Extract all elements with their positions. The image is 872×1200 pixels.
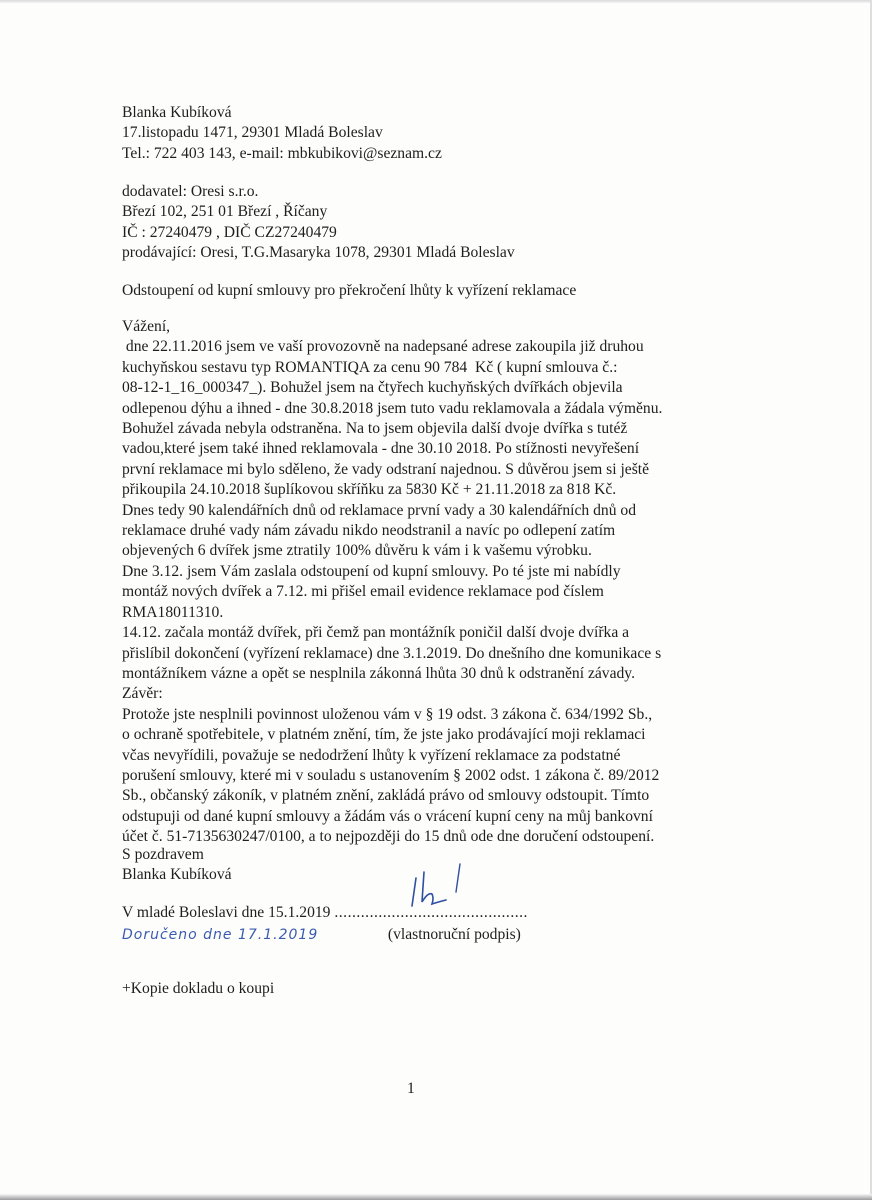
- body-line: 08-12-1_16_000347_). Bohužel jsem na čtyřech kuchyňských dvířkách objevila: [122, 379, 623, 397]
- body-line: o ochraně spotřebitele, v platném znění, tím, že jste jako prodávající moji reklamaci: [122, 726, 646, 744]
- body-line: porušení smlouvy, které mi v souladu s ustanovením § 2002 odst. 1 zákona č. 89/2012: [122, 766, 660, 784]
- body-line: první reklamace mi bylo sděleno, že vady odstraní najednou. S důvěrou jsem si ještě: [122, 460, 650, 478]
- body-line: RMA18011310.: [122, 603, 224, 621]
- supplier-line: prodávající: Oresi, T.G.Masaryka 1078, 29301 Mladá Boleslav: [122, 244, 515, 262]
- body-line: Dne 3.12. jsem Vám zaslala odstoupení od kupní smlouvy. Po té jste mi nabídly: [122, 562, 621, 580]
- body-line: montážníkem vázne a opět se nesplnila zákonná lhůta 30 dnů k odstranění závady.: [122, 664, 635, 682]
- body-line: montáž nových dvířek a 7.12. mi přišel email evidence reklamace pod číslem: [122, 583, 604, 601]
- date-text: V mladé Boleslavi dne 15.1.2019: [122, 904, 331, 921]
- letter-body: [122, 317, 822, 848]
- body-line: Závěr:: [122, 685, 163, 703]
- supplier-line: dodavatel: Oresi s.r.o.: [122, 183, 259, 200]
- handwritten-delivery-note: Doručeno dne 17.1.2019: [122, 927, 319, 943]
- body-line: přikoupila 24.10.2018 šuplíkovou skříňku za 5830 Kč + 21.11.2018 za 818 Kč.: [122, 481, 617, 499]
- body-line: Sb., občanský zákoník, v platném znění, zakládá právo od smlouvy odstoupit. Tímto: [122, 787, 650, 805]
- closing-greeting: S pozdravem: [122, 846, 204, 863]
- body-line: odstupuji od dané kupní smlouvy a žádám vás o vrácení kupní ceny na můj bankovní: [122, 807, 653, 825]
- supplier-block: [122, 182, 822, 264]
- attachment-text: +Kopie dokladu o koupi: [122, 980, 275, 997]
- signature-caption: (vlastnoruční podpis): [387, 926, 521, 943]
- sender-block: [122, 103, 822, 164]
- sender-address: 17.listopadu 1471, 29301 Mladá Boleslav: [122, 124, 383, 142]
- body-line: dne 22.11.2016 jsem ve vaší provozovně na nadepsané adrese zakoupila již druhou: [122, 338, 644, 356]
- sender-name: Blanka Kubíková: [122, 104, 232, 121]
- body-line: přislíbil dokončení (vyřízení reklamace) dne 3.1.2019. Do dnešního dne komunikace s: [122, 644, 662, 662]
- body-line: odlepenou dýhu a ihned - dne 30.8.2018 jsem tuto vadu reklamovala a žádala výměnu.: [122, 399, 663, 417]
- body-line: Bohužel závada nebyla odstraněna. Na to jsem objevila další dvoje dvířka s tutéž: [122, 420, 628, 438]
- body-line: 14.12. začala montáž dvířek, při čemž pan montážník poničil další dvoje dvířka a: [122, 624, 630, 642]
- body-line: reklamace druhé vady nám závadu nikdo neodstranil a navíc po odlepení zatím: [122, 522, 616, 540]
- body-line: včas nevyřídili, považuje se nedodržení lhůty k vyřízení reklamace za podstatné: [122, 746, 621, 764]
- body-line: Protože jste nesplnili povinnost uloženou vám v § 19 odst. 3 zákona č. 634/1992 Sb.,: [122, 705, 653, 723]
- body-line: vadou,které jsem také ihned reklamovala - dne 30.10 2018. Po stížnosti nevyřešení: [122, 440, 640, 458]
- scan-edge-top: [0, 0, 872, 3]
- date-line: [122, 903, 822, 923]
- scan-edge-bottom: [0, 1194, 872, 1200]
- delivery-line: [122, 925, 822, 945]
- signature-dotted-line: ............................................: [334, 904, 528, 921]
- body-line: kuchyňskou sestavu typ ROMANTIQA za cenu 90 784 Kč ( kupní smlouva č.:: [122, 358, 618, 376]
- letter-subject: [122, 281, 822, 301]
- attachment-note: [122, 979, 822, 999]
- body-line: objevených 6 dvířek jsme ztratily 100% důvěru k vám i k vašemu výrobku.: [122, 542, 592, 560]
- closing-name: Blanka Kubíková: [122, 866, 232, 884]
- sender-contact: Tel.: 722 403 143, e-mail: mbkubikovi@seznam.cz: [122, 144, 442, 162]
- supplier-line: Březí 102, 251 01 Březí , Říčany: [122, 203, 328, 221]
- supplier-line: IČ : 27240479 , DIČ CZ27240479: [122, 223, 337, 241]
- body-line: Dnes tedy 90 kalendářních dnů od reklamace první vady a 30 kalendářních dnů od: [122, 501, 636, 519]
- body-line: Vážení,: [122, 318, 171, 335]
- subject-text: Odstoupení od kupní smlouvy pro překročení lhůty k vyřízení reklamace: [122, 282, 577, 299]
- page-number: 1: [407, 1080, 415, 1097]
- body-line: účet č. 51-7135630247/0100, a to nejpozději do 15 dnů ode dne doručení odstoupení.: [122, 828, 655, 846]
